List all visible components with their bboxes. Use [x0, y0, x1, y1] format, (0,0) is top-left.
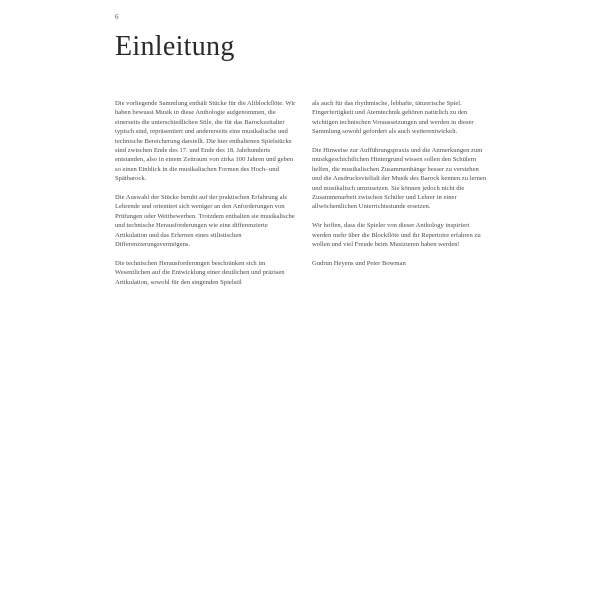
selection-paragraph: Die Auswahl der Stücke beruht auf der praktischen Erfahrung als Lehrende und orientiert sich weniger an den Anforderungen von Prüfungen oder Wettbewerben. Trotzdem enthalten sie musikalische und technische Herausforderungen wie eine differenzierte Artikulation und das Erlernen eines stilistischen Differenzierungsvermögens. [115, 194, 295, 249]
intro-paragraph: Die vorliegende Sammlung enthält Stücke für die Altblockflöte. Wir haben bewusst Musik in diese Anthologie aufgenommen, die einerseits die unterschiedlichen Stile, die für das Barockzeitalter typisch sind, repräsentiert und andererseits eine musikalische und technische Bereicherung darstellt. Die hier enthaltenen Spielstücke sind zwischen Ende des 17. und Ende des 18. Jahrhunderts entstanden, also in einem Zeitraum von zirka 100 Jahren und geben so einen Einblick in die musikalischen Formen des Hoch- und Spätbarock. [115, 100, 296, 183]
right-column [312, 99, 490, 278]
left-column [115, 99, 297, 296]
page-number: 6 [115, 13, 119, 21]
technique-continued-paragraph: als auch für das rhythmische, lebhafte, tänzerische Spiel. Fingerfertigkeit und Atemtechnik gehören natürlich zu den wichtigen technischen Voraussetzungen und werden in dieser Sammlung sowohl gefordert als auch weiterentwickelt. [312, 100, 474, 136]
closing-paragraph: Wir hoffen, dass die Spieler von dieser Anthology inspiriert werden mehr über die Blockflöte und ihr Repertoire erfahren zu wollen und viel Freude beim Musizieren haben werden! [312, 222, 481, 249]
page-title: Einleitung [115, 31, 235, 62]
technique-paragraph: Die technischen Herausforderungen beschränken sich im Wesentlichen auf die Entwicklung einer deutlichen und präzisen Artikulation, sowohl für den singenden Spielstil [115, 259, 285, 286]
performance-notes-paragraph: Die Hinweise zur Aufführungspraxis und die Anmerkungen zum musikgeschichtlichen Hintergrund wissen sollen den Schülern helfen, die musikalischen Zusammenhänge besser zu verstehen und die Ausdrucksvielfalt der Musik des Barock kennen zu lernen und musikalisch umzusetzen. Sie können jedoch nicht die Zusammenarbeit zwischen Schüler und Lehrer in einer allwöchentlichen Unterrichtsstunde ersetzen. [312, 147, 487, 211]
authors-signature: Gudrun Heyens und Peter Bowman [312, 259, 406, 267]
